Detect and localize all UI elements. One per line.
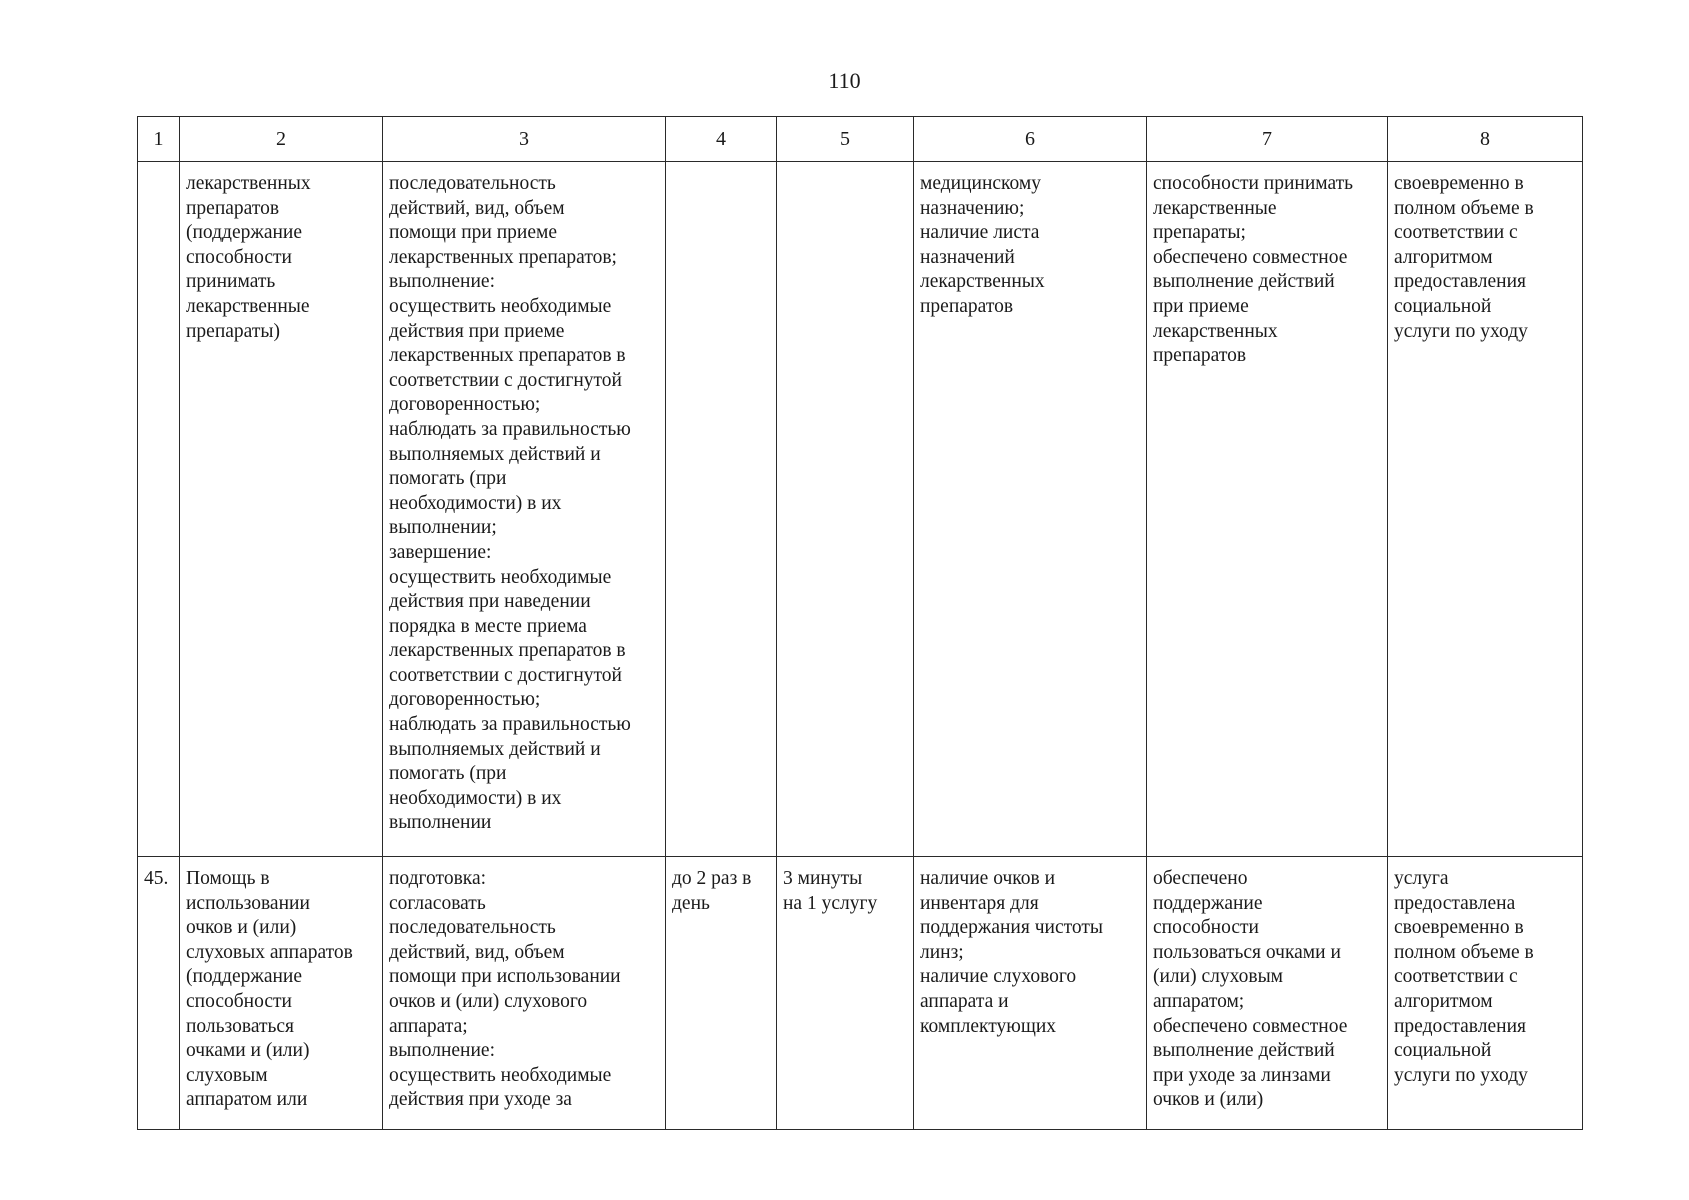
column-number: 5 bbox=[777, 117, 914, 162]
table-cell: лекарственных препаратов (поддержание способности принимать лекарственные препараты) bbox=[180, 162, 383, 857]
table-cell: обеспечено поддержание способности пользоваться очками и (или) слуховым аппаратом; обеспечено совместное выполнение действий при уходе за линзами очков и (или) bbox=[1147, 857, 1388, 1130]
table-cell: последовательность действий, вид, объем помощи при приеме лекарственных препаратов; выполнение: осуществить необходимые действия при приеме лекарственных препаратов в соответствии с достигнутой договоренностью; наблюдать за правильностью выполняемых действий и помогать (при необходимости) в их выполнении; завершение: осуществить необходимые действия при наведении порядка в месте приема лекарственных препаратов в соответствии с достигнутой договоренностью; наблюдать за правильностью выполняемых действий и помогать (при необходимости) в их выполнении bbox=[383, 162, 666, 857]
table-cell: до 2 раз в день bbox=[666, 857, 777, 1130]
table-cell bbox=[666, 162, 777, 857]
table-cell: услуга предоставлена своевременно в полном объеме в соответствии с алгоритмом предоставления социальной услуги по уходу bbox=[1388, 857, 1583, 1130]
table-cell: способности принимать лекарственные препараты; обеспечено совместное выполнение действий при приеме лекарственных препаратов bbox=[1147, 162, 1388, 857]
page-number: 110 bbox=[828, 68, 861, 93]
services-table bbox=[137, 116, 1583, 1130]
column-number: 6 bbox=[914, 117, 1147, 162]
table-row bbox=[138, 857, 1583, 1130]
table-cell: своевременно в полном объеме в соответствии с алгоритмом предоставления социальной услуги по уходу bbox=[1388, 162, 1583, 857]
table-cell: 45. bbox=[138, 857, 180, 1130]
column-number: 1 bbox=[138, 117, 180, 162]
table-cell: подготовка: согласовать последовательность действий, вид, объем помощи при использовании очков и (или) слухового аппарата; выполнение: осуществить необходимые действия при уходе за bbox=[383, 857, 666, 1130]
column-number: 8 bbox=[1388, 117, 1583, 162]
table-cell: Помощь в использовании очков и (или) слуховых аппаратов (поддержание способности пользоваться очками и (или) слуховым аппаратом или bbox=[180, 857, 383, 1130]
column-number: 4 bbox=[666, 117, 777, 162]
table-cell bbox=[777, 162, 914, 857]
table-cell: медицинскому назначению; наличие листа назначений лекарственных препаратов bbox=[914, 162, 1147, 857]
table-cell bbox=[138, 162, 180, 857]
column-number: 7 bbox=[1147, 117, 1388, 162]
table-row bbox=[138, 162, 1583, 857]
column-number: 3 bbox=[383, 117, 666, 162]
column-number: 2 bbox=[180, 117, 383, 162]
table-cell: наличие очков и инвентаря для поддержания чистоты линз; наличие слухового аппарата и комплектующих bbox=[914, 857, 1147, 1130]
table-cell: 3 минуты на 1 услугу bbox=[777, 857, 914, 1130]
table-header-row bbox=[138, 117, 1583, 162]
